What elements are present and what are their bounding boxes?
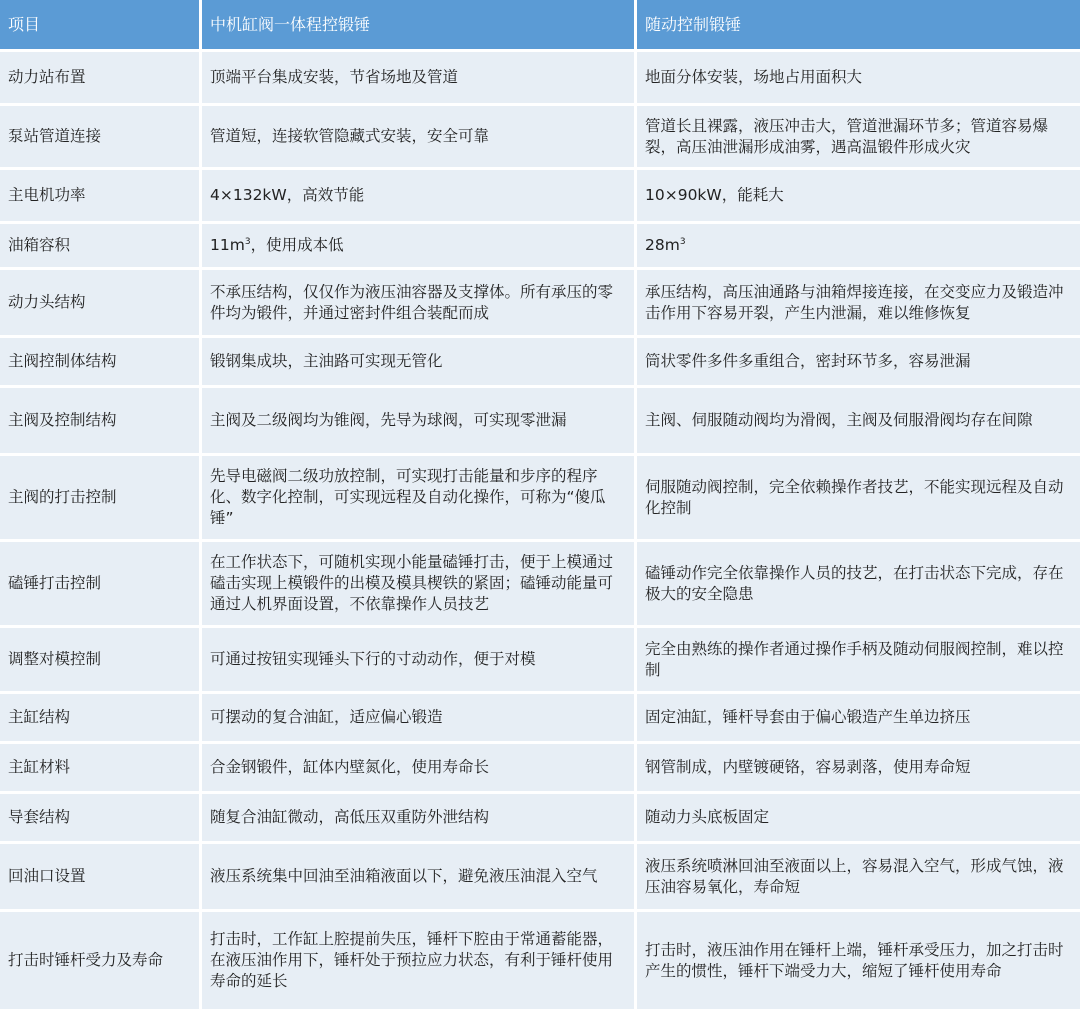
header-cnjj: 中机缸阀一体程控锻锤 (202, 0, 637, 52)
row-cnjj: 可摆动的复合油缸，适应偏心锻造 (202, 694, 637, 744)
row-servo: 随动力头底板固定 (637, 794, 1080, 844)
row-item: 回油口设置 (0, 844, 202, 912)
row-cnjj: 随复合油缸微动，高低压双重防外泄结构 (202, 794, 637, 844)
row-item: 调整对模控制 (0, 628, 202, 694)
row-servo: 完全由熟练的操作者通过操作手柄及随动伺服阀控制，难以控制 (637, 628, 1080, 694)
row-cnjj: 合金钢锻件，缸体内壁氮化，使用寿命长 (202, 744, 637, 794)
row-cnjj: 液压系统集中回油至油箱液面以下，避免液压油混入空气 (202, 844, 637, 912)
row-servo: 液压系统喷淋回油至液面以上，容易混入空气，形成气蚀，液压油容易氧化，寿命短 (637, 844, 1080, 912)
row-cnjj: 打击时，工作缸上腔提前失压，锤杆下腔由于常通蓄能器，在液压油作用下，锤杆处于预拉应力状态，有利于锤杆使用寿命的延长 (202, 912, 637, 1012)
row-servo: 筒状零件多件多重组合，密封环节多，容易泄漏 (637, 338, 1080, 388)
row-servo: 地面分体安装，场地占用面积大 (637, 52, 1080, 106)
row-item: 泵站管道连接 (0, 106, 202, 170)
row-servo: 10×90kW，能耗大 (637, 170, 1080, 224)
row-cnjj: 管道短，连接软管隐藏式安装，安全可靠 (202, 106, 637, 170)
row-cnjj: 锻钢集成块，主油路可实现无管化 (202, 338, 637, 388)
row-cnjj: $11m^3$，使用成本低 (202, 224, 637, 270)
row-servo: 管道长且裸露，液压冲击大，管道泄漏环节多；管道容易爆裂，高压油泄漏形成油雾，遇高温锻件形成火灾 (637, 106, 1080, 170)
row-item: 主电机功率 (0, 170, 202, 224)
row-cnjj: 4×132kW，高效节能 (202, 170, 637, 224)
row-item: 打击时锤杆受力及寿命 (0, 912, 202, 1012)
row-cnjj: 主阀及二级阀均为锥阀，先导为球阀，可实现零泄漏 (202, 388, 637, 456)
row-item: 油箱容积 (0, 224, 202, 270)
row-item: 主缸结构 (0, 694, 202, 744)
row-servo: $28m^3$ (637, 224, 1080, 270)
row-item: 导套结构 (0, 794, 202, 844)
row-servo: 固定油缸，锤杆导套由于偏心锻造产生单边挤压 (637, 694, 1080, 744)
header-item: 项目 (0, 0, 202, 52)
row-item: 磕锤打击控制 (0, 542, 202, 628)
row-item: 主阀的打击控制 (0, 456, 202, 542)
row-item: 主缸材料 (0, 744, 202, 794)
row-item: 主阀控制体结构 (0, 338, 202, 388)
row-servo: 钢管制成，内壁镀硬铬，容易剥落，使用寿命短 (637, 744, 1080, 794)
row-servo: 伺服随动阀控制，完全依赖操作者技艺，不能实现远程及自动化控制 (637, 456, 1080, 542)
row-servo: 主阀、伺服随动阀均为滑阀，主阀及伺服滑阀均存在间隙 (637, 388, 1080, 456)
row-item: 动力站布置 (0, 52, 202, 106)
row-item: 主阀及控制结构 (0, 388, 202, 456)
header-servo: 随动控制锻锤 (637, 0, 1080, 52)
row-item: 动力头结构 (0, 270, 202, 338)
row-cnjj: 可通过按钮实现锤头下行的寸动动作，便于对模 (202, 628, 637, 694)
row-servo: 打击时，液压油作用在锤杆上端，锤杆承受压力，加之打击时产生的惯性，锤杆下端受力大，缩短了锤杆使用寿命 (637, 912, 1080, 1012)
row-cnjj: 顶端平台集成安装，节省场地及管道 (202, 52, 637, 106)
row-cnjj: 不承压结构，仅仅作为液压油容器及支撑体。所有承压的零件均为锻件，并通过密封件组合装配而成 (202, 270, 637, 338)
row-servo: 磕锤动作完全依靠操作人员的技艺，在打击状态下完成，存在极大的安全隐患 (637, 542, 1080, 628)
row-servo: 承压结构，高压油通路与油箱焊接连接，在交变应力及锻造冲击作用下容易开裂，产生内泄漏，难以维修恢复 (637, 270, 1080, 338)
row-cnjj: 在工作状态下，可随机实现小能量磕锤打击，便于上模通过磕击实现上模锻件的出模及模具楔铁的紧固；磕锤动能量可通过人机界面设置，不依靠操作人员技艺 (202, 542, 637, 628)
row-cnjj: 先导电磁阀二级功放控制，可实现打击能量和步序的程序化、数字化控制，可实现远程及自动化操作，可称为“傻瓜锤” (202, 456, 637, 542)
